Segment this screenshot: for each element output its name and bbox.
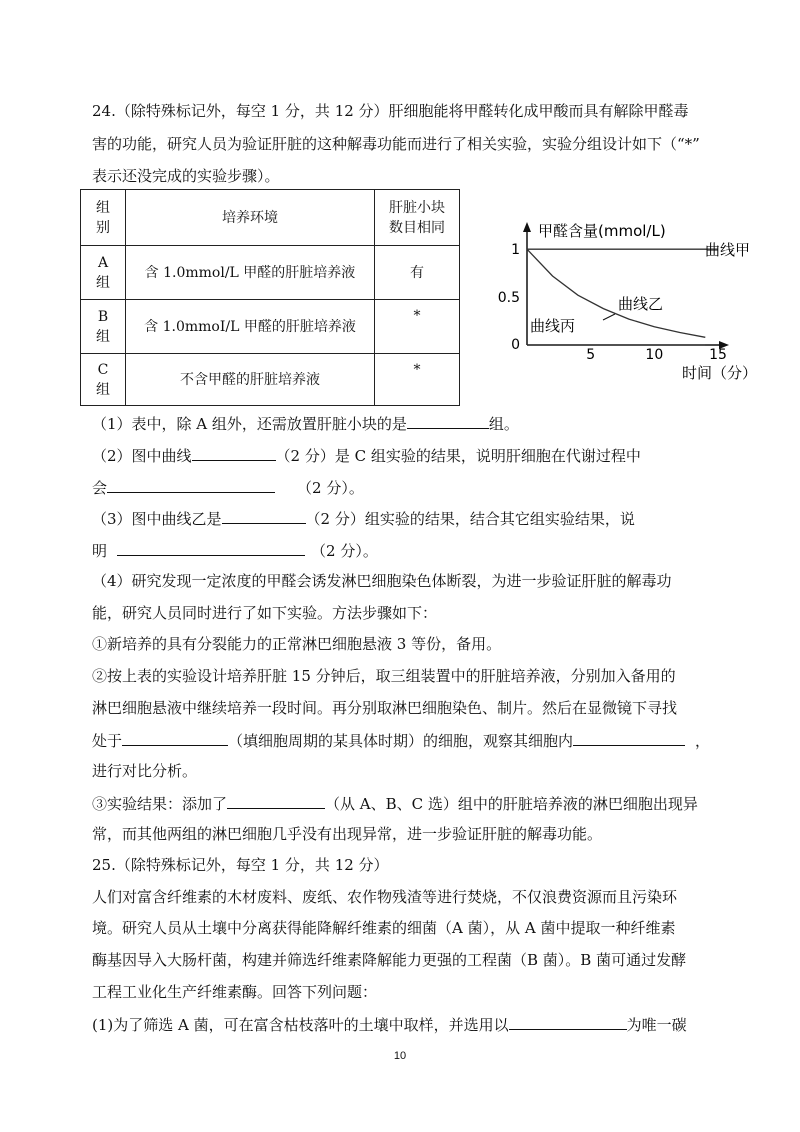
row-b-suffix: 组 (96, 328, 110, 345)
q24-q3-blank-1 (222, 507, 306, 524)
row-b-env: 含 1.0mmoI/L 甲醛的肝脏培养液 (126, 300, 375, 354)
q25-q1-text: (1)为了筛选 A 菌，可在富含枯枝落叶的土壤中取样，并选用以 (92, 1016, 509, 1034)
origin-label: 0 (511, 337, 520, 353)
q24-q4-s2c-mid: （填细胞周期的某具体时期）的细胞，观察其细胞内 (228, 732, 574, 750)
q24-q4-step-3 (92, 792, 698, 814)
q25-para-4: 工程工业化生产纤维素酶。回答下列问题： (92, 983, 378, 1001)
series-label-yi: 曲线乙 (618, 295, 664, 313)
experiment-table (80, 189, 460, 406)
q24-q4-step-2a: ②按上表的实验设计培养肝脏 15 分钟后，取三组装置中的肝脏培养液，分别加入备用的 (92, 667, 676, 685)
header-liver (375, 190, 460, 246)
q24-q3-l2-prefix: 明 (92, 542, 108, 560)
q25-para-3: 酶基因导入大肠杆菌，构建并筛选纤维素降解能力更强的工程菌（B 菌）。B 菌可通过发酵 (92, 951, 687, 969)
q24-q4-blank-phase (122, 729, 228, 746)
q24-q2-mid: （2 分）是 C 组实验的结果，说明肝细胞在代谢过程中 (275, 447, 641, 465)
q24-q2-line-2 (92, 476, 364, 498)
row-a-letter: A (97, 254, 109, 271)
q24-q3-suffix: （2 分）。 (311, 542, 378, 560)
q24-q1-blank (407, 412, 489, 429)
row-b-liver: * (375, 300, 460, 354)
q24-q1 (92, 412, 519, 434)
row-c-letter: C (97, 361, 109, 378)
q24-q2 (92, 444, 641, 466)
header-liver-line-1: 肝脏小块 (389, 199, 445, 216)
q24-q2-l2-prefix: 会 (92, 479, 108, 497)
row-a-liver: 有 (375, 246, 460, 300)
header-group-line-1: 组 (96, 199, 110, 216)
q24-q3-mid: （2 分）组实验的结果，结合其它组实验结果，说 (305, 510, 635, 528)
x-tick-label: 5 (586, 347, 596, 363)
q24-q2-blank-1 (192, 444, 276, 461)
y-tick-label: 1 (511, 242, 520, 259)
q24-q2-text: （2）图中曲线 (92, 447, 192, 465)
q24-q4-blank-observe (573, 729, 685, 746)
q24-q3-blank-2 (117, 539, 305, 556)
q24-q4-s2c-suffix: ， (695, 732, 711, 750)
q24-q1-suffix: 组。 (488, 415, 519, 433)
row-a-suffix: 组 (96, 274, 110, 291)
table-row (81, 300, 460, 354)
q24-q4-line-1: （4）研究发现一定浓度的甲醛会诱发淋巴细胞染色体断裂，为进一步验证肝脏的解毒功 (92, 572, 672, 590)
q24-q2-blank-2 (107, 476, 275, 493)
q25-q1-suffix: 为唯一碳 (626, 1016, 687, 1034)
row-b-group (81, 300, 126, 354)
series-label-bing: 曲线丙 (530, 317, 576, 335)
row-c-group (81, 354, 126, 406)
header-env: 培养环境 (126, 190, 375, 246)
label-leader-yi (603, 314, 615, 320)
row-a-env: 含 1.0mmol/L 甲醛的肝脏培养液 (126, 246, 375, 300)
q24-q3 (92, 507, 635, 529)
q24-q2-suffix: （2 分）。 (297, 479, 364, 497)
page-number: 10 (393, 1050, 407, 1062)
q24-q4-s2c-prefix: 处于 (92, 732, 123, 750)
q25-q1-blank (509, 1013, 627, 1030)
q24-intro-line-1: 24.（除特殊标记外，每空 1 分，共 12 分）肝细胞能将甲醛转化成甲酸而具有解除甲醛毒 (92, 102, 689, 120)
header-group-line-2: 别 (96, 219, 110, 236)
q24-q4-blank-group (227, 792, 325, 809)
x-tick-label: 10 (645, 347, 664, 363)
y-tick-label: 0.5 (497, 290, 520, 307)
x-axis-title: 时间（分） (682, 364, 758, 382)
q24-q4-step-3b: 常，而其他两组的淋巴细胞几乎没有出现异常，进一步验证肝脏的解毒功能。 (92, 825, 603, 843)
series-label-jia: 曲线甲 (705, 241, 751, 259)
y-axis-title: 甲醛含量(mmol/L) (538, 222, 666, 240)
q25-para-2: 境。研究人员从土壤中分离获得能降解纤维素的细菌（A 菌），从 A 菌中提取一种纤维素 (92, 919, 676, 937)
row-c-liver: * (375, 354, 460, 406)
q24-intro-line-3: 表示还没完成的实验步骤）。 (92, 167, 280, 185)
table-row (81, 246, 460, 300)
q24-q4-line-2: 能，研究人员同时进行了如下实验。方法步骤如下： (92, 604, 438, 622)
header-liver-line-2: 数目相同 (389, 219, 445, 236)
header-group (81, 190, 126, 246)
formaldehyde-chart (480, 210, 780, 390)
q24-q3-line-2 (92, 539, 378, 561)
row-a-group (81, 246, 126, 300)
q24-q4-s3-prefix: ③实验结果：添加了 (92, 795, 228, 813)
q25-q1 (92, 1013, 687, 1035)
q24-q3-text: （3）图中曲线乙是 (92, 510, 222, 528)
table-row (81, 354, 460, 406)
q25-para-1: 人们对富含纤维素的木材废料、废纸、农作物残渣等进行焚烧，不仅浪费资源而且污染环 (92, 888, 678, 906)
y-axis-arrow (523, 222, 531, 232)
table-header-row (81, 190, 460, 246)
row-b-letter: B (97, 308, 109, 325)
row-c-env: 不含甲醛的肝脏培养液 (126, 354, 375, 406)
q24-q4-step-2b: 淋巴细胞悬液中继续培养一段时间。再分别取淋巴细胞染色、制片。然后在显微镜下寻找 (92, 699, 678, 717)
x-tick-label: 15 (709, 347, 727, 363)
row-c-suffix: 组 (96, 381, 110, 398)
q24-q4-step-2c (92, 729, 710, 751)
q24-q1-text: （1）表中，除 A 组外，还需放置肝脏小块的是 (92, 415, 407, 433)
q24-intro-line-2: 害的功能，研究人员为验证肝脏的这种解毒功能而进行了相关实验，实验分组设计如下（“*” (92, 135, 700, 153)
q24-q4-s3-mid: （从 A、B、C 选）组中的肝脏培养液的淋巴细胞出现异 (325, 795, 698, 813)
q24-q4-step-2d: 进行对比分析。 (92, 762, 198, 780)
q24-q4-step-1: ①新培养的具有分裂能力的正常淋巴细胞悬液 3 等份，备用。 (92, 635, 502, 653)
q25-title: 25.（除特殊标记外，每空 1 分，共 12 分） (92, 856, 389, 874)
